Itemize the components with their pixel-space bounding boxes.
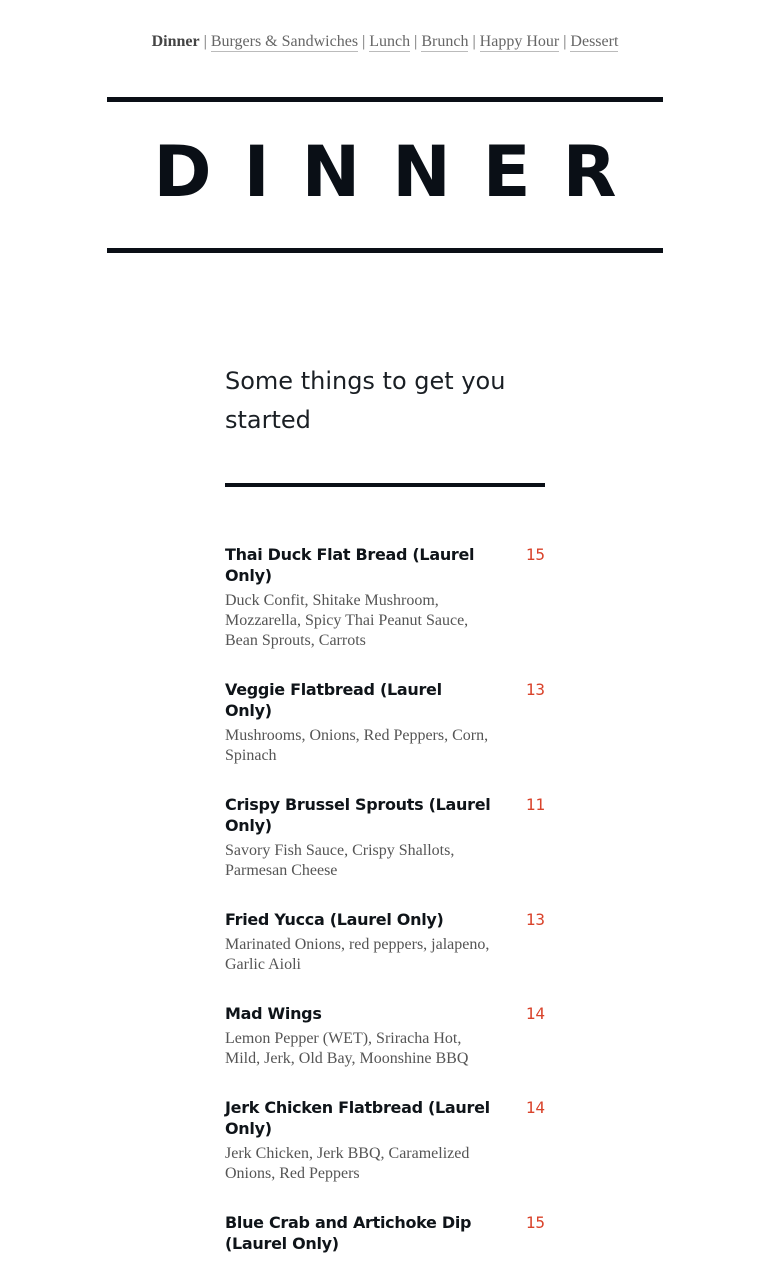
menu-item — [225, 544, 545, 651]
menu-category-nav — [0, 30, 770, 54]
nav-separator: | — [203, 33, 207, 50]
nav-link-burgers-sandwiches[interactable]: Burgers & Sandwiches — [210, 33, 359, 50]
menu-item — [225, 1003, 545, 1069]
nav-link-lunch[interactable]: Lunch — [369, 33, 411, 50]
menu-item-price: 15 — [525, 1213, 545, 1232]
menu-item-price: 14 — [525, 1004, 545, 1023]
menu-item-name: Jerk Chicken Flatbread (Laurel Only) — [225, 1098, 490, 1138]
menu-item-description: Savory Fish Sauce, Crispy Shallots, Parmesan Cheese — [225, 842, 455, 879]
menu-item-name: Blue Crab and Artichoke Dip (Laurel Only) — [225, 1213, 472, 1253]
menu-item — [225, 1097, 545, 1184]
nav-separator: | — [472, 33, 476, 50]
menu-section-starters — [225, 362, 545, 1253]
menu-item-list — [225, 544, 545, 1282]
title-top-rule — [107, 97, 663, 102]
nav-separator: | — [362, 33, 366, 50]
menu-item — [225, 1212, 545, 1254]
nav-link-dessert[interactable]: Dessert — [570, 33, 619, 50]
page-title: DINNER — [153, 131, 649, 213]
menu-item-price: 13 — [525, 680, 545, 699]
menu-item — [225, 794, 545, 881]
menu-item-description: Mushrooms, Onions, Red Peppers, Corn, Spinach — [225, 727, 489, 764]
menu-item-name: Veggie Flatbread (Laurel Only) — [225, 680, 442, 720]
nav-separator: | — [414, 33, 418, 50]
menu-item-name: Crispy Brussel Sprouts (Laurel Only) — [225, 795, 491, 835]
nav-link-happy-hour[interactable]: Happy Hour — [479, 33, 560, 50]
section-rule — [225, 483, 545, 487]
menu-item — [225, 909, 545, 975]
menu-item-name: Thai Duck Flat Bread (Laurel Only) — [225, 545, 475, 585]
menu-item — [225, 679, 545, 766]
menu-item-name: Fried Yucca (Laurel Only) — [225, 910, 444, 929]
menu-item-price: 13 — [525, 910, 545, 929]
menu-item-price: 14 — [525, 1098, 545, 1117]
menu-item-price: 15 — [525, 545, 545, 564]
menu-item-name: Mad Wings — [225, 1004, 322, 1023]
menu-item-description: Marinated Onions, red peppers, jalapeno, Garlic Aioli — [225, 936, 490, 973]
menu-item-description: Lemon Pepper (WET), Sriracha Hot, Mild, Jerk, Old Bay, Moonshine BBQ — [225, 1030, 469, 1067]
menu-item-price: 11 — [525, 795, 545, 814]
title-bottom-rule — [107, 248, 663, 253]
section-title: Some things to get you started — [225, 367, 506, 434]
nav-separator: | — [563, 33, 567, 50]
menu-item-description: Jerk Chicken, Jerk BBQ, Caramelized Onions, Red Peppers — [225, 1145, 470, 1182]
menu-item-description: Duck Confit, Shitake Mushroom, Mozzarella, Spicy Thai Peanut Sauce, Bean Sprouts, Carrots — [225, 592, 469, 649]
nav-link-brunch[interactable]: Brunch — [421, 33, 469, 50]
nav-current-dinner: Dinner — [151, 33, 200, 50]
